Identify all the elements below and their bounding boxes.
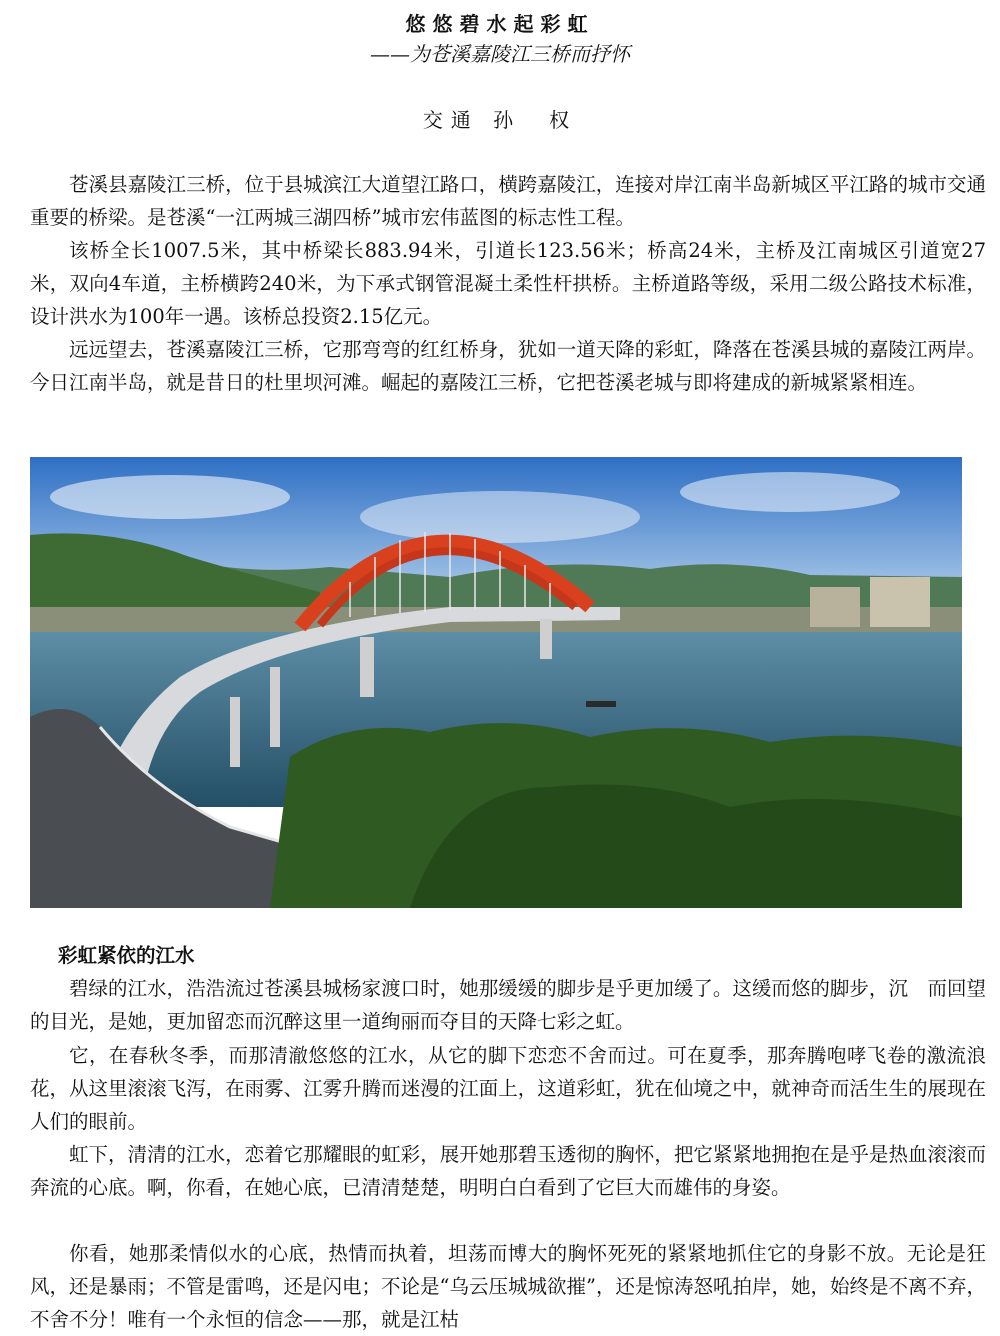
section-paragraph-3: 虹下，清清的江水，恋着它那耀眼的虹彩，展开她那碧玉透彻的胸怀，把它紧紧地拥抱在是乎是热血滚滚而奔流的心底。啊，你看，在她心底，已清清楚楚，明明白白看到了它巨大而雄伟的身姿。 — [30, 1143, 986, 1199]
section-heading: 彩虹紧依的江水 — [58, 944, 195, 967]
cloud — [360, 491, 640, 543]
article-title: 悠悠碧水起彩虹 — [405, 12, 595, 36]
section-paragraph-1: 碧绿的江水，浩浩流过苍溪县城杨家渡口时，她那缓缓的脚步是乎更加缓了。这缓而悠的脚步，沉 而回望的目光，是她，更加留恋而沉醉这里一道绚丽而夺目的天降七彩之虹。 — [30, 977, 986, 1033]
boat — [586, 701, 616, 707]
intro-paragraph-3: 远远望去，苍溪嘉陵江三桥，它那弯弯的红红桥身，犹如一道天降的彩虹，降落在苍溪县城的嘉陵江两岸。今日江南半岛，就是昔日的杜里坝河滩。崛起的嘉陵江三桥，它把苍溪老城与即将建成的新城紧紧相连。 — [30, 338, 986, 394]
foreground-trees — [410, 785, 962, 909]
cloud — [50, 475, 290, 519]
building — [810, 587, 860, 627]
building — [870, 577, 930, 627]
article-subtitle: ——为苍溪嘉陵江三桥而抒怀 — [370, 42, 630, 66]
cloud — [680, 472, 900, 512]
article-author: 交通 孙 权 — [422, 108, 578, 132]
bridge-photo — [30, 457, 962, 908]
intro-paragraph-2: 该桥全长1007.5米，其中桥梁长883.94米，引道长123.56米；桥高24米，主桥及江南城区引道宽27米，双向4车道，主桥横跨240米，为下承式钢管混凝土柔性杆拱桥。主桥道路等级，采用二级公路技术标准，设计洪水为100年一遇。该桥总投资2.15亿元。 — [30, 239, 986, 328]
section-paragraph-4: 你看，她那柔情似水的心底，热情而执着，坦荡而博大的胸怀死死的紧紧地抓住它的身影不放。无论是狂风，还是暴雨；不管是雷鸣，还是闪电；不论是“乌云压城城欲摧”，还是惊涛怒吼拍岸，她，始终是不离不弃，不舍不分！唯有一个永恒的信念——那，就是江枯 — [30, 1242, 986, 1331]
intro-paragraph-1: 苍溪县嘉陵江三桥，位于县城滨江大道望江路口，横跨嘉陵江，连接对岸江南半岛新城区平江路的城市交通重要的桥梁。是苍溪“一江两城三湖四桥”城市宏伟蓝图的标志性工程。 — [30, 173, 986, 229]
section-paragraph-2: 它，在春秋冬季，而那清澈悠悠的江水，从它的脚下恋恋不舍而过。可在夏季，那奔腾咆哮飞卷的激流浪花，从这里滚滚飞泻，在雨雾、江雾升腾而迷漫的江面上，这道彩虹，犹在仙境之中，就神奇而活生生的展现在人们的眼前。 — [30, 1044, 986, 1133]
